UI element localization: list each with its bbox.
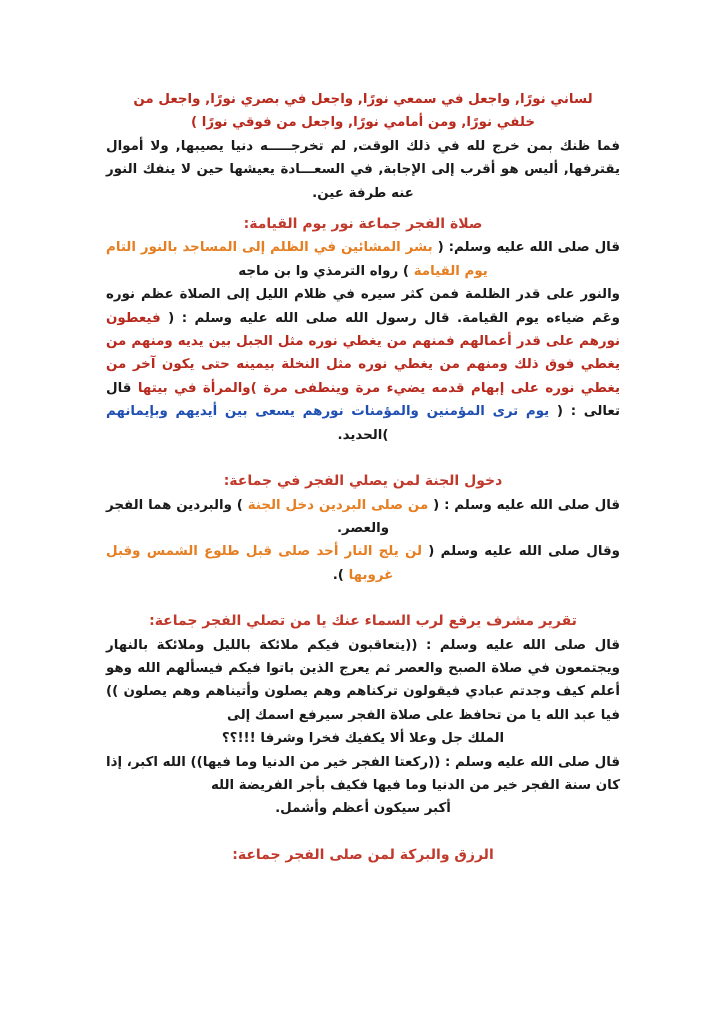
intro-paragraph: فما ظنك بمن خرج لله في ذلك الوقت, لم تخرجـــــه دنيا يصيبها, ولا أموال يقترفها, أليس هو أقرب إلى الإجابة, في السعـــادة يعيشها حين لا ينفك النور عنه طرفة عين. [106, 138, 620, 201]
verse-source: )الحديد. [337, 427, 389, 443]
section-heading-night-light: صلاة الفجر جماعة نور يوم القيامة: [243, 216, 483, 233]
hadith-quote-home: بيتها [137, 380, 168, 396]
hadith-mid: )والمرأة في [174, 380, 257, 396]
section-heading-provision: الرزق والبركة لمن صلى الفجر جماعة: [232, 846, 494, 863]
section-heading-paradise: دخول الجنة لمن يصلي الفجر في جماعة: [223, 473, 503, 490]
hadith-quote: بشر المشائين في الظلم إلى المساجد بالنور التام يوم القيامة [106, 240, 488, 279]
hadith-paragraph-angels: قال صلى الله عليه وسلم : ((يتعاقبون فيكم ملائكة بالليل وملائكة بالنهار ويجتمعون في صلاة الصبح والعصر ثم يعرج الذين باتوا فيكم فيسألهم الله وهو أعلم كيف وجدتم عبادي فيقولون تركناهم وهم يصلون وأتيناهم وهم يصلون )) فيا عبد الله يا من تحافظ على صلاة الفجر سيرفع اسمك إلى [106, 637, 620, 723]
paragraph-light-measure [106, 283, 620, 447]
paragraph-text: والنور على قدر الظلمة فمن كثر سيره في ظلام الليل إلى الصلاة عظم نوره وعَم ضياءه يوم القيامة. قال رسول الله صلى الله عليه وسلم : ( [106, 287, 620, 326]
quran-verse: يوم ترى المؤمنين والمؤمنات نورهم يسعى بين أيديهم وبإيمانهم [106, 404, 550, 420]
hadith-paragraph-two-rakaat-end: أكبر سيكون أعظم وأشمل. [275, 801, 451, 817]
intro-line-1: لساني نورًا, واجعل في سمعي نورًا, واجعل في بصري نورًا, واجعل من [133, 92, 593, 107]
hadith-source: ) رواه الترمذي وا بن ماجه [238, 263, 410, 279]
hadith-end: ). [332, 567, 344, 583]
hadith-paragraph-two-rakaat: قال صلى الله عليه وسلم : ((ركعتا الفجر خير من الدنيا وما فيها)) الله اكبر، إذا كان سنة الفجر خير من الدنيا وما فيها فكيف بأجر الفريضة الله [106, 754, 620, 793]
hadith-paragraph-walkers [106, 236, 620, 283]
hadith-paragraph-angels-end: الملك جل وعلا ألا يكفيك فخرا وشرفا !!!؟؟ [221, 731, 505, 747]
section-heading-angels-report: تقرير مشرف يرفع لرب السماء عنك يا من تصلي الفجر جماعة: [149, 613, 577, 630]
hadith-explanation: ) والبردين هما الفجر والعصر. [106, 497, 390, 536]
hadith-paragraph-bardain [106, 494, 620, 541]
hadith-quote: لن يلج النار أحد صلى قبل طلوع الشمس وقبل غروبها [106, 544, 423, 583]
hadith-prefix: قال صلى الله عليه وسلم : ( [433, 497, 620, 513]
intro-line-2: خلفي نورًا, ومن أمامي نورًا, واجعل من فوقي نورًا ) [190, 115, 536, 131]
hadith-prefix: وقال صلى الله عليه وسلم ( [428, 544, 620, 560]
hadith-paragraph-sunrise [106, 540, 620, 587]
verse-intro: قال تعالى : ( [106, 380, 620, 420]
hadith-prefix: قال صلى الله عليه وسلم: ( [437, 240, 620, 256]
hadith-quote: من صلى البردين دخل الجنة [247, 497, 429, 513]
hadith-quote-light: فيعطون نورهم على قدر أعمالهم فمنهم من يغطي نوره مثل الجبل بين يديه ومنهم من يغطي فوق ذلك ومنهم من يغطي نوره مثل النخلة بيمينه حتى يكون آخر من يغطي نوره على إبهام قدمه يضيء مرة وينطفى مرة [106, 310, 620, 396]
